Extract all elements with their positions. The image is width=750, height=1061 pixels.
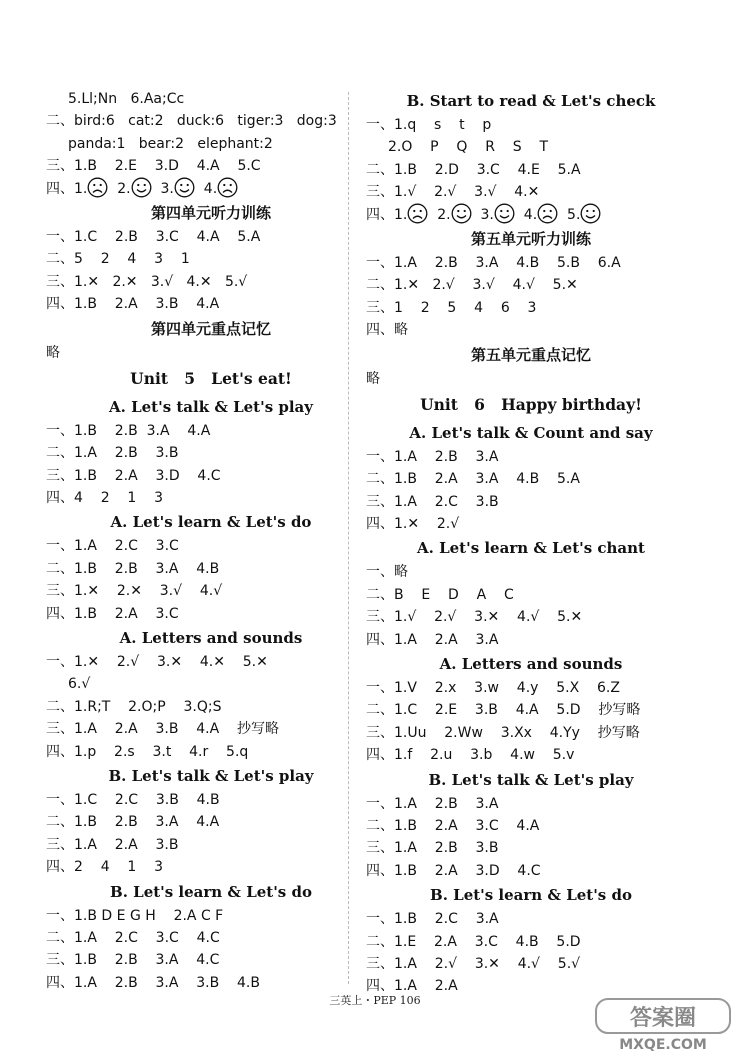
section-heading: A. Let's talk & Count and say bbox=[409, 423, 653, 442]
face-number: 3. bbox=[471, 206, 494, 223]
section-heading: A. Letters and sounds bbox=[119, 629, 303, 648]
answer-line: 三、1.A 2.B 3.B bbox=[366, 840, 499, 857]
section-heading: A. Letters and sounds bbox=[439, 655, 623, 674]
section-heading: B. Let's talk & Let's play bbox=[108, 766, 314, 785]
answer-line: 二、1.B 2.D 3.C 4.E 5.A bbox=[366, 161, 581, 178]
section-heading: B. Let's talk & Let's play bbox=[428, 770, 634, 789]
answer-line: 四、1.B 2.A 3.B 4.A bbox=[46, 296, 220, 313]
answer-line: 三、1 2 5 4 6 3 bbox=[366, 299, 537, 316]
happy-face-icon bbox=[131, 181, 152, 197]
answer-line: 二、1.B 2.A 3.C 4.A bbox=[366, 817, 540, 834]
answer-line: 一、1.A 2.B 3.A bbox=[366, 448, 499, 465]
answer-line: 四、1.f 2.u 3.b 4.w 5.v bbox=[366, 747, 575, 764]
face-number: 3. bbox=[151, 180, 174, 197]
answer-line: 二、1.B 2.B 3.A 4.A bbox=[46, 814, 220, 831]
answer-line: 四、1.✕ 2.√ bbox=[366, 516, 460, 533]
sad-face-icon bbox=[217, 181, 238, 197]
answer-line: 一、1.B 2.B 3.A 4.A bbox=[46, 422, 211, 439]
answer-line: 三、1.B 2.B 3.A 4.C bbox=[46, 952, 220, 969]
answer-line: 二、1.A 2.B 3.B bbox=[46, 445, 179, 462]
unit-title: Unit 5 Let's eat! bbox=[130, 368, 292, 388]
answer-line: 一、1.B D E G H 2.A C F bbox=[46, 907, 224, 924]
answer-line: 一、1.A 2.B 3.A bbox=[366, 795, 499, 812]
answer-line: 一、1.q s t p bbox=[366, 117, 492, 133]
sad-face-icon bbox=[87, 181, 108, 197]
sad-face-icon bbox=[537, 207, 558, 223]
answer-line: 四、1.B 2.A 3.C bbox=[46, 605, 179, 622]
answer-line: 四、2 4 1 3 bbox=[46, 859, 164, 876]
line-label: 四、1. bbox=[366, 206, 408, 223]
answer-line: 二、1.A 2.C 3.C 4.C bbox=[46, 929, 220, 946]
answer-line: 一、1.C 2.C 3.B 4.B bbox=[46, 791, 220, 808]
section-heading: A. Let's talk & Let's play bbox=[109, 397, 313, 416]
answer-line: 一、1.V 2.x 3.w 4.y 5.X 6.Z bbox=[366, 680, 620, 697]
answer-line: 四、略 bbox=[366, 322, 408, 339]
answer-line: 三、1.A 2.A 3.B bbox=[46, 836, 179, 853]
answer-line: 四、1.B 2.A 3.D 4.C bbox=[366, 862, 541, 879]
answer-line: 略 bbox=[46, 344, 60, 361]
answer-line: 三、1.✕ 2.✕ 3.√ 4.✕ 5.√ bbox=[46, 273, 248, 290]
answer-line: 一、1.C 2.B 3.C 4.A 5.A bbox=[46, 228, 261, 245]
answer-line: 略 bbox=[366, 370, 380, 387]
answer-line: 一、略 bbox=[366, 564, 408, 581]
answer-line: 四、1.A 2.A bbox=[366, 978, 458, 995]
answer-line: 四、4 2 1 3 bbox=[46, 490, 164, 507]
answer-line: 三、1.√ 2.√ 3.✕ 4.√ 5.✕ bbox=[366, 609, 583, 626]
column-divider bbox=[348, 92, 349, 984]
face-number: 4. bbox=[194, 180, 218, 197]
answer-line: 四、1.A 2.B 3.A 3.B 4.B bbox=[46, 974, 260, 991]
face-number: 5. bbox=[558, 206, 581, 223]
sad-face-icon bbox=[407, 207, 428, 223]
answer-line: 二、1.E 2.A 3.C 4.B 5.D bbox=[366, 933, 581, 950]
face-number: 4. bbox=[514, 206, 538, 223]
answer-line-indented: panda:1 bear:2 elephant:2 bbox=[68, 135, 273, 152]
face-number: 2. bbox=[428, 206, 451, 223]
answer-line: 三、1.A 2.√ 3.✕ 4.√ 5.√ bbox=[366, 955, 581, 972]
happy-face-icon bbox=[580, 207, 601, 223]
answer-line: 一、1.B 2.C 3.A bbox=[366, 911, 499, 928]
answer-line: 三、1.✕ 2.✕ 3.√ 4.√ bbox=[46, 583, 223, 600]
answer-line: 三、1.Uu 2.Ww 3.Xx 4.Yy 抄写略 bbox=[366, 724, 640, 741]
answer-line: 二、B E D A C bbox=[366, 586, 514, 603]
answer-column-right bbox=[366, 88, 696, 998]
answer-line: 二、1.B 2.B 3.A 4.B bbox=[46, 560, 220, 577]
face-answer-line bbox=[46, 178, 376, 200]
happy-face-icon bbox=[494, 207, 515, 223]
answer-line: 二、1.B 2.A 3.A 4.B 5.A bbox=[366, 471, 580, 488]
answer-line: 二、1.✕ 2.√ 3.√ 4.√ 5.✕ bbox=[366, 277, 578, 294]
answer-line: 一、1.✕ 2.√ 3.✕ 4.✕ 5.✕ bbox=[46, 654, 268, 671]
answer-line: 三、1.A 2.C 3.B bbox=[366, 493, 499, 510]
face-number: 2. bbox=[108, 180, 131, 197]
answer-line-indented: 6.√ bbox=[68, 676, 91, 693]
section-heading: A. Let's learn & Let's do bbox=[110, 513, 312, 532]
answer-line: 三、1.A 2.A 3.B 4.A 抄写略 bbox=[46, 721, 279, 738]
answer-line: 一、1.A 2.C 3.C bbox=[46, 538, 179, 555]
answer-line: 一、1.A 2.B 3.A 4.B 5.B 6.A bbox=[366, 254, 621, 271]
happy-face-icon bbox=[174, 181, 195, 197]
answer-line: 二、1.R;T 2.O;P 3.Q;S bbox=[46, 698, 222, 715]
answer-column-left bbox=[46, 88, 376, 994]
chapter-heading: 第四单元听力训练 bbox=[150, 203, 271, 222]
answer-line-indented: 5.Ll;Nn 6.Aa;Cc bbox=[68, 91, 185, 107]
answer-line: 二、1.C 2.E 3.B 4.A 5.D 抄写略 bbox=[366, 702, 641, 719]
section-heading: B. Let's learn & Let's do bbox=[110, 882, 312, 901]
answer-line-indented: 2.O P Q R S T bbox=[388, 139, 549, 156]
section-heading: A. Let's learn & Let's chant bbox=[417, 539, 645, 558]
chapter-heading: 第五单元重点记忆 bbox=[470, 345, 591, 364]
page-footer: 三英上・PEP 106 bbox=[329, 994, 421, 1007]
watermark-logo bbox=[588, 995, 738, 1055]
answer-line: 四、1.A 2.A 3.A bbox=[366, 631, 499, 648]
answer-line: 三、1.B 2.E 3.D 4.A 5.C bbox=[46, 158, 261, 175]
happy-face-icon bbox=[451, 207, 472, 223]
section-heading: B. Start to read & Let's check bbox=[406, 92, 656, 110]
watermark-url: MXQE.COM bbox=[619, 1037, 707, 1053]
chapter-heading: 第四单元重点记忆 bbox=[150, 319, 271, 338]
answer-line: 三、1.B 2.A 3.D 4.C bbox=[46, 467, 221, 484]
unit-title: Unit 6 Happy birthday! bbox=[420, 394, 642, 414]
line-label: 四、1. bbox=[46, 180, 88, 197]
answer-line: 二、bird:6 cat:2 duck:6 tiger:3 dog:3 bbox=[46, 113, 337, 130]
chapter-heading: 第五单元听力训练 bbox=[470, 229, 591, 248]
watermark-title: 答案圈 bbox=[629, 1006, 697, 1031]
section-heading: B. Let's learn & Let's do bbox=[430, 886, 632, 905]
answer-line: 三、1.√ 2.√ 3.√ 4.✕ bbox=[366, 184, 540, 201]
face-answer-line bbox=[366, 204, 696, 226]
answer-line: 四、1.p 2.s 3.t 4.r 5.q bbox=[46, 743, 249, 760]
answer-line: 二、5 2 4 3 1 bbox=[46, 251, 190, 268]
